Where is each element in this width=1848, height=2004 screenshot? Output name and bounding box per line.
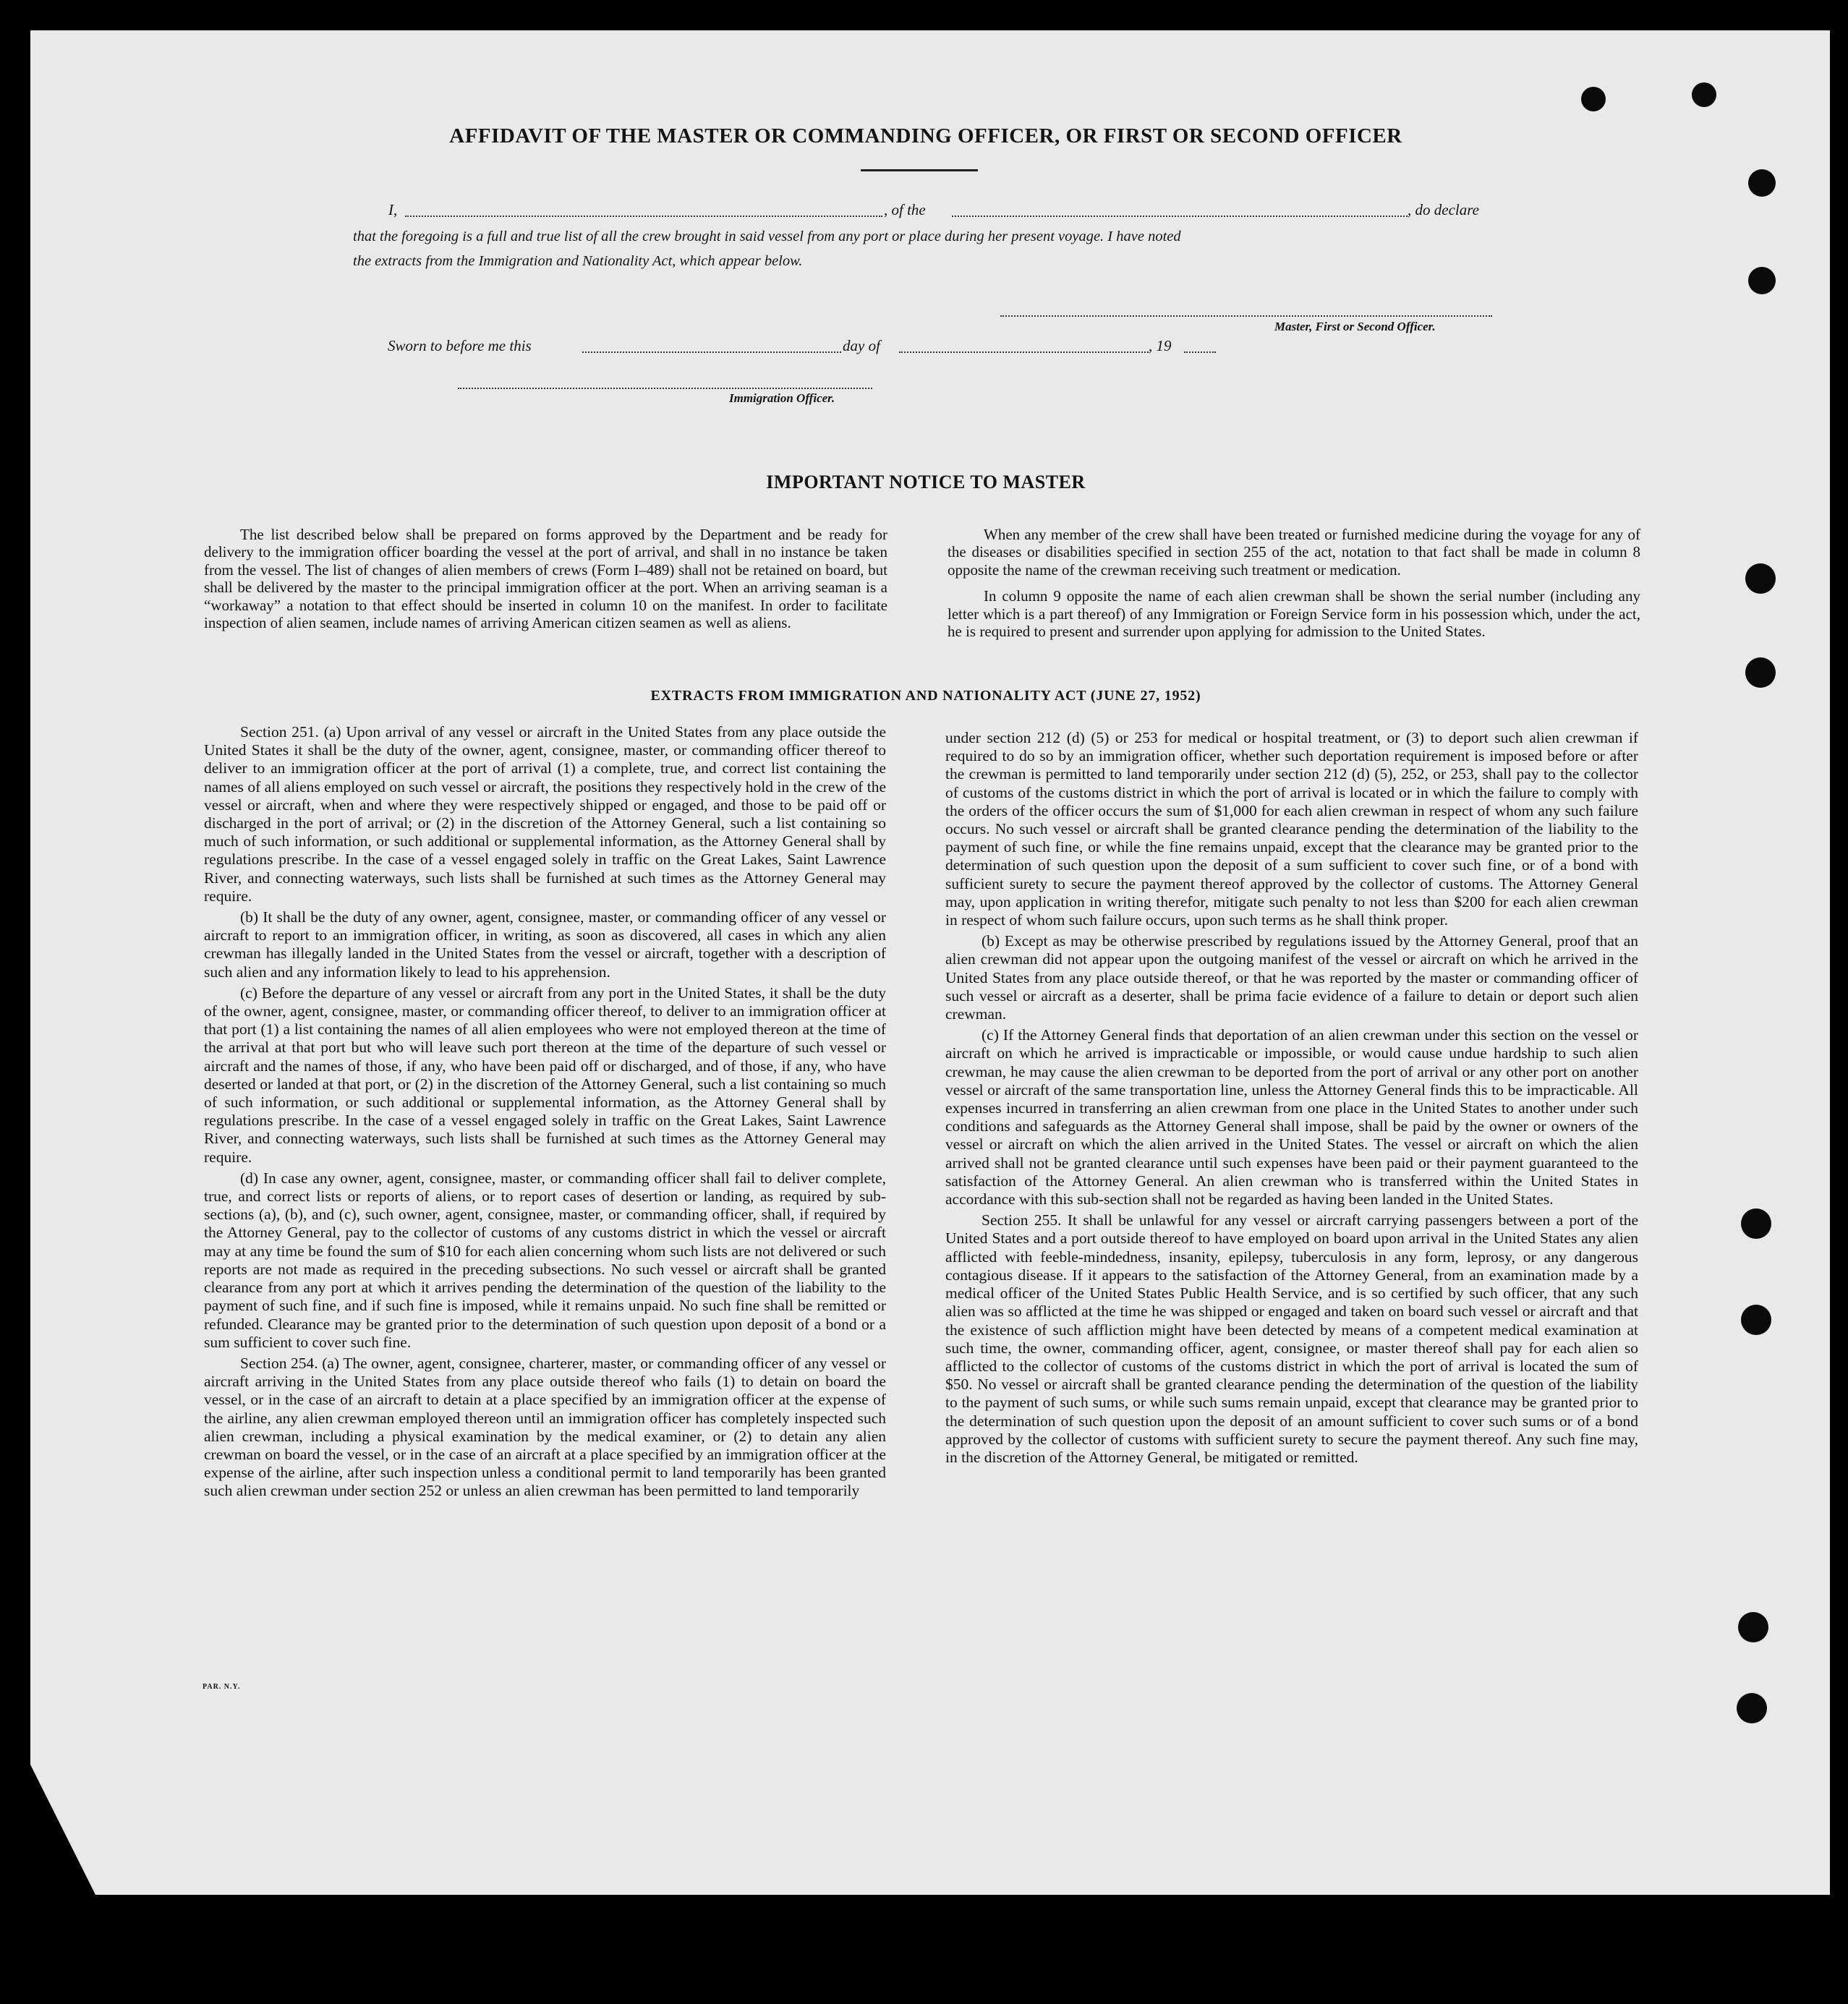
- section-paragraph: Section 255. It shall be unlawful for any vessel or aircraft carrying passengers between a port of the United States and a port outside thereof to have employed on board upon arrival in the United States any alien afflicted with feeble-mindedness, insanity, epilepsy, tuberculosis in any form, leprosy, or any dangerous contagious disease. If it appears to the satisfaction of the Attorney General, from an examination made by a medical officer of the United States Public Health Service, and is so certified by such officer, that any such alien was so afflicted at the time he was shipped or engaged and taken on board such vessel or aircraft and that the existence of such affliction might have been detected by means of a competent medical examination at such time, the owner, commanding officer, agent, consignee, or master thereof shall pay for each alien so afflicted to the collector of customs of the customs district in which the port of arrival is located the sum of $50. No vessel or aircraft shall be granted clearance pending the determination of the question of the liability to the payment of such sums, or while such sums remain unpaid, except that clearance may be granted prior to the determination of such question upon the deposit of an amount sufficient to cover such sums or of a bond approved by the collector of customs with sufficient surety to secure the payment thereof. Any such fine may, in the discretion of the Attorney General, be mitigated or remitted.: [945, 1211, 1638, 1466]
- declaration-line-2: the extracts from the Immigration and Nationality Act, which appear below.: [353, 253, 803, 269]
- extracts-left-column: [204, 723, 886, 1501]
- section-paragraph: (b) It shall be the duty of any owner, agent, consignee, master, or commanding officer of any vessel or aircraft to report to an immigration officer, in writing, as soon as discovered, all cases in which any alien crewman has illegally landed in the United States from the vessel or aircraft, together with a description of such alien and any information likely to lead to his apprehension.: [204, 908, 886, 981]
- notice-paragraph: The list described below shall be prepared on forms approved by the Department and be ready for delivery to the immigration officer boarding the vessel at the port of arrival, and shall in no instance be taken from the vessel. The list of changes of alien members of crews (Form I–489) shall not be retained on board, but shall be delivered by the master to the principal immigration officer at the port. When an arriving seaman is a “workaway” a notation to that effect should be inserted in column 10 on the manifest. In order to facilitate inspection of alien seamen, include names of arriving American citizen seamen as well as aliens.: [204, 526, 887, 632]
- i-label: I,: [388, 201, 398, 218]
- vessel-blank: [952, 216, 1408, 217]
- section-paragraph: (d) In case any owner, agent, consignee, master, or commanding officer shall fail to deliver complete, true, and correct lists or reports of aliens, or to report cases of desertion or landing, as required by sub-sections (a), (b), and (c), such owner, agent, consignee, master, or commanding officer, shall, if required by the Attorney General, pay to the collector of customs of any customs district in which the vessel or aircraft may at any time be found the sum of $10 for each alien concerning whom such lists are not delivered or such reports are not made as required in the preceding subsections. No such vessel or aircraft shall be granted clearance from any port at which it arrives pending the determination of the question of the liability to the payment of such fine, and if such fine is imposed, while it remains unpaid. No such fine shall be remitted or refunded. Clearance may be granted prior to the determination of such question upon deposit of a bond or a sum sufficient to cover such fine.: [204, 1169, 886, 1351]
- signature-line: [1000, 315, 1492, 317]
- extracts-right-column: [945, 729, 1638, 1467]
- punch-hole: [1738, 1612, 1768, 1642]
- section-paragraph: (c) If the Attorney General finds that deportation of an alien crewman under this section on the vessel or aircraft on which he arrived is impracticable or impossible, or would cause undue hardship to such alien crewman, he may cause the alien crewman to be deported from the port of arrival or any other port on another vessel or aircraft of the same transportation line, unless the Attorney General finds this to be impracticable. All expenses incurred in transferring an alien crewman from one place in the United States to another under such conditions and safeguards as the Attorney General shall impose, shall be paid by the owner or owners of the vessel or aircraft on which the alien arrived in the United States. The vessel or aircraft on which the alien arrived shall not be granted clearance until such expenses have been paid or their payment guaranteed to the satisfaction of the Attorney General. An alien crewman who is transferred within the United States in accordance with this sub-section shall not be regarded as having been landed in the United States.: [945, 1026, 1638, 1208]
- section-paragraph: Section 251. (a) Upon arrival of any vessel or aircraft in the United States from any place outside the United States it shall be the duty of the owner, agent, consignee, master, or commanding officer thereof to deliver to an immigration officer at the port of arrival (1) a complete, true, and correct list containing the names of all aliens employed on such vessel or aircraft, the positions they respectively hold in the crew of the vessel or aircraft, when and where they were respectively shipped or engaged, and those to be paid off or discharged in the port of arrival; or (2) in the discretion of the Attorney General, such a list containing so much of such information, or such additional or supplemental information, as the Attorney General shall by regulations prescribe. In the case of a vessel engaged solely in traffic on the Great Lakes, Saint Lawrence River, and connecting waterways, such lists shall be furnished at such times as the Attorney General may require.: [204, 723, 886, 905]
- punch-hole: [1741, 1208, 1771, 1239]
- sworn-day-blank: [582, 351, 841, 353]
- do-declare-label: , do declare: [1408, 201, 1479, 218]
- sworn-month-blank: [899, 351, 1149, 353]
- notice-paragraph: When any member of the crew shall have been treated or furnished medicine during the voyage for any of the diseases or disabilities specified in section 255 of the act, notation to that fact shall be made in column 8 opposite the name of the crewman receiving such treatment or medication.: [948, 526, 1640, 579]
- of-the-label: , of the: [884, 201, 926, 218]
- notice-paragraph: In column 9 opposite the name of each alien crewman shall be shown the serial number (including any letter which is a part thereof) of any Immigration or Foreign Service form in his possession which, under the act, he is required to present and surrender upon applying for admission to the United States.: [948, 587, 1640, 641]
- punch-hole: [1737, 1693, 1767, 1723]
- punch-hole: [1748, 169, 1776, 197]
- punch-hole: [1745, 657, 1776, 688]
- officer-signature-line: [458, 388, 872, 389]
- punch-hole: [1692, 82, 1716, 107]
- punch-hole: [1745, 563, 1776, 594]
- notice-right-column: [948, 526, 1640, 640]
- name-blank: [405, 216, 882, 217]
- section-paragraph: under section 212 (d) (5) or 253 for medical or hospital treatment, or (3) to deport such alien crewman if required to do so by an immigration officer, whether such deportation requirement is imposed before or after the crewman is permitted to land temporarily under section 212 (d) (5), 252, or 253, shall pay to the collector of customs of the customs district in which the port of arrival is located or in which the failure to comply with the orders of the officer occurs the sum of $1,000 for each alien crewman in respect of whom any such failure occurs. No such vessel or aircraft shall be granted clearance pending the determination of the liability to the payment of such fine, or while the fine remains unpaid, except that the clearance may be granted prior to the determination of such question upon the deposit of a sum sufficient to cover such fine, or of a bond with sufficient surety to secure the payment thereof approved by the collector of customs. The Attorney General may, upon application in writing therefor, mitigate such penalty to not less than $200 for each alien crewman in respect of whom such failure occurs, upon such terms as he shall think proper.: [945, 729, 1638, 929]
- punch-hole: [1581, 87, 1606, 111]
- signature-caption: Master, First or Second Officer.: [1274, 320, 1436, 333]
- sworn-label: Sworn to before me this: [388, 337, 532, 354]
- punch-hole: [1748, 267, 1776, 294]
- extracts-title: EXTRACTS FROM IMMIGRATION AND NATIONALITY ACT (JUNE 27, 1952): [650, 688, 1201, 704]
- notice-title: IMPORTANT NOTICE TO MASTER: [766, 472, 1086, 493]
- year-label: , 19: [1149, 337, 1172, 354]
- punch-hole: [1741, 1305, 1771, 1335]
- affidavit-title: AFFIDAVIT OF THE MASTER OR COMMANDING OFFICER, OR FIRST OR SECOND OFFICER: [449, 124, 1402, 148]
- section-paragraph: (c) Before the departure of any vessel or aircraft from any port in the United States, it shall be the duty of the owner, agent, consignee, master, or commanding officer thereof, to deliver to an immigration officer at that port (1) a list containing the names of all alien employees who were not employed thereon at the time of the arrival at that port but who will leave such port thereon at the time of the departure of such vessel or aircraft and the names of those, if any, who have been paid off or discharged, and of those, if any, who have deserted or landed at that port, or (2) in the discretion of the Attorney General, such a list containing so much of such information, or such additional or supplemental information, as the Attorney General shall by regulations prescribe. In the case of a vessel engaged solely in traffic on the Great Lakes, Saint Lawrence River, and connecting waterways, such lists shall be furnished at such times as the Attorney General may require.: [204, 984, 886, 1166]
- declaration-line-1: that the foregoing is a full and true list of all the crew brought in said vessel from any port or place during her present voyage. I have noted: [353, 229, 1181, 244]
- section-paragraph: Section 254. (a) The owner, agent, consignee, charterer, master, or commanding officer of any vessel or aircraft arriving in the United States from any place outside thereof who fails (1) to detain on board the vessel, or in the case of an aircraft to detain at a place specified by an immigration officer at the expense of the airline, any alien crewman employed thereon until an immigration officer has completely inspected such alien crewman, including a physical examination by the medical examiner, or (2) to detain any alien crewman on board the vessel, or in the case of an aircraft at a place specified by an immigration officer at the expense of the airline, after such inspection unless a conditional permit to land temporarily has been granted such alien crewman under section 252 or unless an alien crewman has been permitted to land temporarily: [204, 1354, 886, 1500]
- year-blank: [1184, 351, 1216, 353]
- officer-caption: Immigration Officer.: [729, 391, 835, 405]
- printer-mark: PAR. N.Y.: [203, 1683, 241, 1691]
- day-of-label: day of: [843, 337, 880, 354]
- folded-corner: [30, 1765, 95, 1895]
- notice-left-column: [204, 526, 887, 631]
- title-divider: [861, 169, 978, 171]
- section-paragraph: (b) Except as may be otherwise prescribed by regulations issued by the Attorney General, proof that an alien crewman did not appear upon the outgoing manifest of the vessel or aircraft on which he arrived in the United States from any place outside thereof, or that he was reported by the master or commanding officer of such vessel or aircraft as a deserter, shall be prima facie evidence of a failure to detain or deport such alien crewman.: [945, 932, 1638, 1023]
